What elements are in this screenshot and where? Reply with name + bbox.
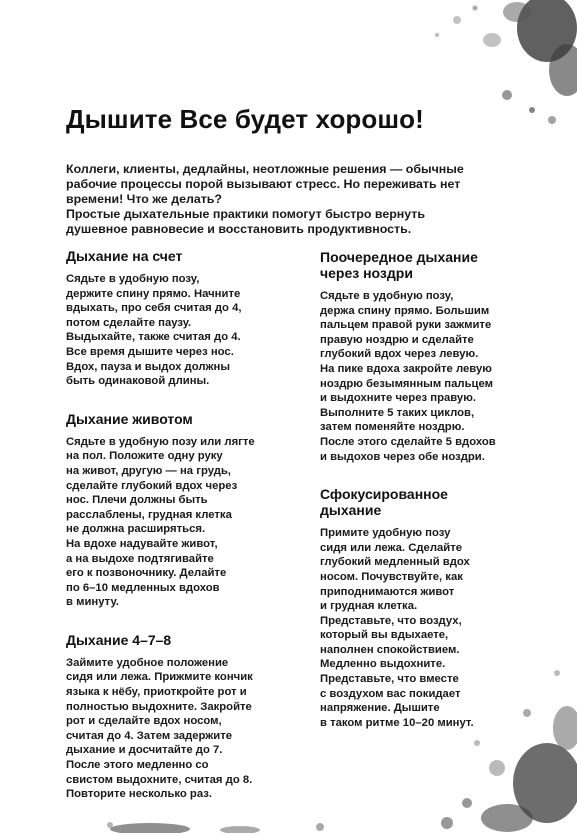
section-body bbox=[66, 656, 276, 802]
body-line: Представьте, что воздух, bbox=[320, 614, 462, 627]
body-line: Медленно выдохните. bbox=[320, 658, 446, 671]
body-line: сидя или лежа. Сделайте bbox=[320, 541, 463, 554]
intro-line: Коллеги, клиенты, дедлайны, неотложные решения — обычные bbox=[66, 162, 464, 176]
body-line: с воздухом вас покидает bbox=[320, 687, 461, 700]
section-heading bbox=[320, 249, 525, 281]
body-line: Выполните 5 таких циклов, bbox=[320, 406, 475, 419]
body-line: приподнимаются живот bbox=[320, 585, 455, 598]
body-line: полностью выдохните. Закройте bbox=[66, 700, 252, 713]
body-line: напряжение. Дышите bbox=[320, 702, 440, 715]
body-line: Выдыхайте, также считая до 4. bbox=[66, 331, 241, 344]
body-line: сидя или лежа. Прижмите кончик bbox=[66, 671, 253, 684]
body-line: свистом выдохните, считая до 8. bbox=[66, 773, 253, 786]
body-line: После этого медленно со bbox=[66, 759, 209, 772]
body-line: а на выдохе подтягивайте bbox=[66, 552, 214, 565]
body-line: считая до 4. Затем задержите bbox=[66, 729, 233, 742]
intro-line: Простые дыхательные практики помогут быстро вернуть bbox=[66, 207, 425, 221]
body-line: быть одинаковой длины. bbox=[66, 375, 210, 388]
page-title: Дышите Все будет хорошо! bbox=[66, 104, 424, 134]
section-alternate-nostril-breathing bbox=[320, 249, 525, 464]
body-line: наполнен спокойствием. bbox=[320, 643, 460, 656]
body-line: вдыхать, про себя считая до 4, bbox=[66, 302, 242, 315]
section-belly-breathing bbox=[66, 411, 276, 610]
section-4-7-8-breathing bbox=[66, 632, 276, 802]
body-line: в минуту. bbox=[66, 596, 119, 609]
section-body bbox=[320, 526, 525, 730]
body-line: дыхание и досчитайте до 7. bbox=[66, 744, 223, 757]
heading-line: дыхание bbox=[320, 502, 382, 519]
body-line: на пол. Положите одну руку bbox=[66, 450, 223, 463]
body-line: Займите удобное положение bbox=[66, 656, 229, 669]
body-line: и выдохните через правую. bbox=[320, 392, 476, 405]
body-line: по 6–10 медленных вдохов bbox=[66, 581, 220, 594]
body-line: пальцем правой руки зажмите bbox=[320, 319, 492, 332]
body-line: правую ноздрю и сделайте bbox=[320, 333, 474, 346]
body-line: затем поменяйте ноздрю. bbox=[320, 421, 465, 434]
section-heading: Дыхание животом bbox=[66, 410, 193, 427]
body-line: держа спину прямо. Большим bbox=[320, 304, 490, 317]
body-line: который вы вдыхаете, bbox=[320, 629, 449, 642]
body-line: Представьте, что вместе bbox=[320, 673, 459, 686]
body-line: и выдохов через обе ноздри. bbox=[320, 450, 485, 463]
body-line: глубокий вдох через левую. bbox=[320, 348, 479, 361]
body-line: на живот, другую — на грудь, bbox=[66, 464, 231, 477]
body-line: После этого сделайте 5 вдохов bbox=[320, 435, 496, 448]
body-line: в таком ритме 10–20 минут. bbox=[320, 716, 474, 729]
body-line: Сядьте в удобную позу, bbox=[66, 273, 200, 285]
body-line: держите спину прямо. Начните bbox=[66, 287, 241, 300]
section-body bbox=[66, 435, 276, 610]
body-line: носом. Почувствуйте, как bbox=[320, 570, 463, 583]
body-line: Сядьте в удобную позу или лягте bbox=[66, 435, 255, 448]
section-focused-breathing bbox=[320, 486, 525, 730]
body-line: глубокий медленный вдох bbox=[320, 556, 470, 569]
intro-text bbox=[66, 162, 514, 237]
body-line: Все время дышите через нос. bbox=[66, 345, 234, 358]
body-line: нос. Плечи должны быть bbox=[66, 494, 208, 507]
heading-line: через ноздри bbox=[320, 265, 413, 281]
intro-paragraph-1 bbox=[66, 162, 514, 207]
intro-line: душевное равновесие и восстановить продуктивность. bbox=[66, 222, 412, 236]
body-line: ноздрю безымянным пальцем bbox=[320, 377, 493, 390]
ink-splatter-bottom bbox=[90, 803, 390, 833]
body-line: не должна расширяться. bbox=[66, 523, 206, 536]
section-heading bbox=[320, 486, 525, 518]
section-counted-breathing bbox=[66, 248, 276, 389]
body-line: сделайте глубокий вдох через bbox=[66, 479, 238, 492]
left-column bbox=[66, 248, 276, 802]
body-line: языка к нёбу, приоткройте рот и bbox=[66, 686, 247, 699]
intro-line: времени! Что же делать? bbox=[66, 192, 222, 206]
heading-line: Сфокусированное bbox=[320, 486, 448, 503]
section-body bbox=[320, 289, 525, 464]
right-column bbox=[320, 249, 525, 730]
body-line: На вдохе надувайте живот, bbox=[66, 537, 218, 550]
body-line: Сядьте в удобную позу, bbox=[320, 290, 454, 302]
body-line: Повторите несколько раз. bbox=[66, 788, 213, 801]
body-line: расслаблены, грудная клетка bbox=[66, 508, 232, 521]
heading-line: Поочередное дыхание bbox=[320, 249, 478, 265]
ink-splatter-top-right bbox=[397, 0, 577, 140]
intro-line: рабочие процессы порой вызывают стресс. Но переживать нет bbox=[66, 177, 461, 191]
intro-paragraph-2 bbox=[66, 207, 514, 237]
section-heading: Дыхание 4–7–8 bbox=[66, 631, 172, 648]
section-body bbox=[66, 272, 276, 389]
body-line: его к позвоночнику. Делайте bbox=[66, 567, 227, 580]
body-line: рот и сделайте вдох носом, bbox=[66, 715, 222, 728]
section-heading: Дыхание на счет bbox=[66, 248, 183, 264]
body-line: Вдох, пауза и выдох должны bbox=[66, 360, 230, 373]
body-line: На пике вдоха закройте левую bbox=[320, 362, 492, 375]
body-line: потом сделайте паузу. bbox=[66, 316, 192, 329]
body-line: Примите удобную позу bbox=[320, 527, 451, 540]
body-line: и грудная клетка. bbox=[320, 600, 418, 613]
